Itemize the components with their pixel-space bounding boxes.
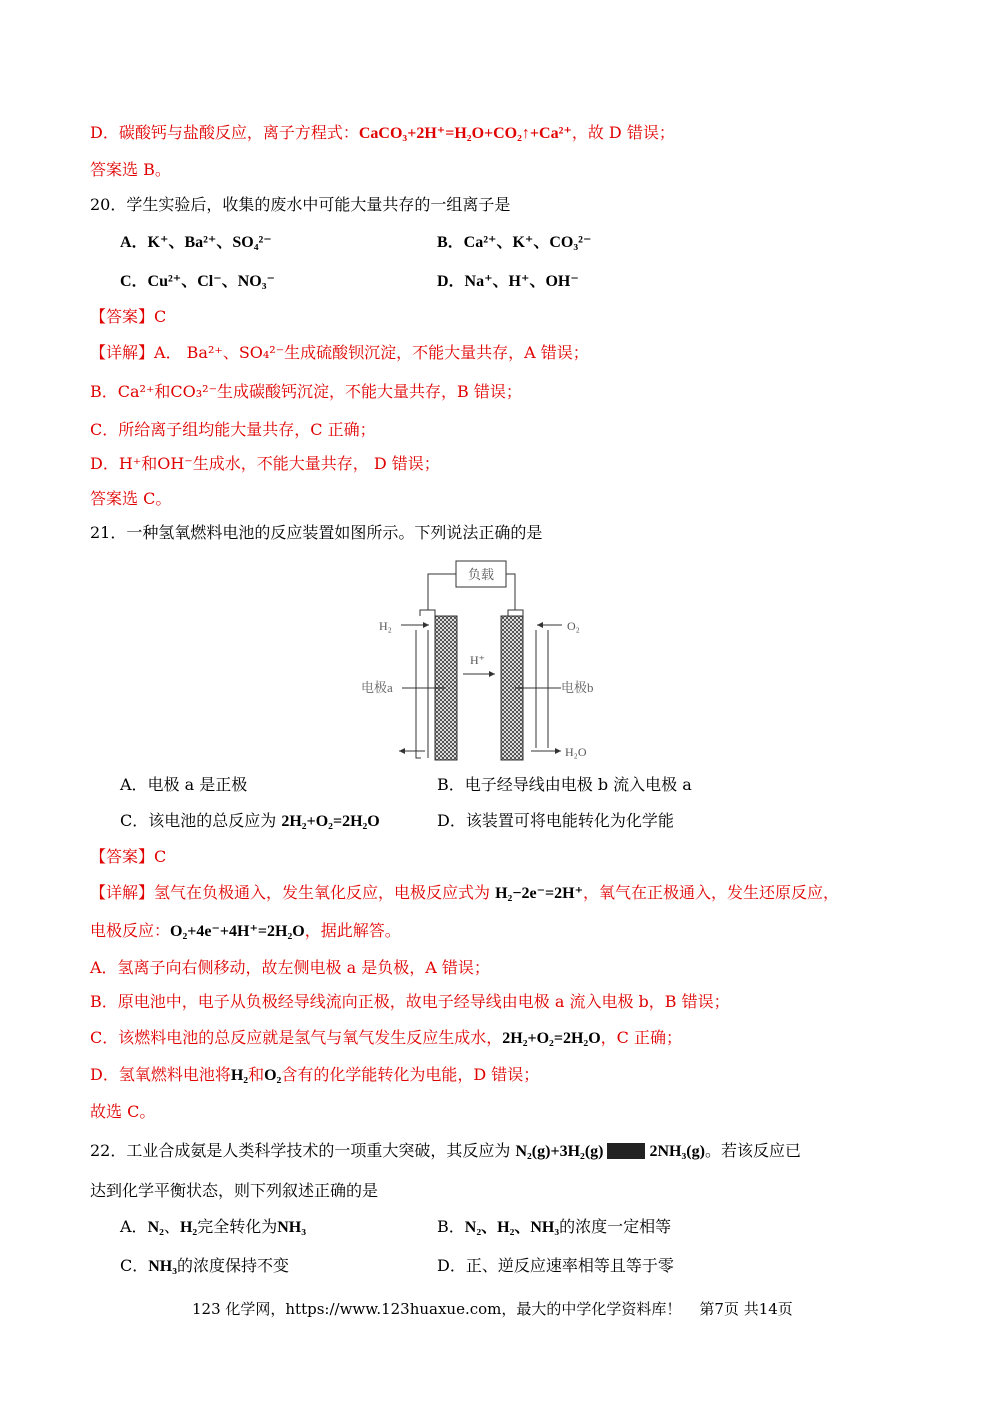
q22-option-b: B．N₂、H₂、NH₃的浓度一定相等 xyxy=(437,1217,672,1236)
q22-stem-line2: 达到化学平衡状态，则下列叙述正确的是 xyxy=(90,1181,379,1200)
q21-stem: 21．一种氢氧燃料电池的反应装置如图所示。下列说法正确的是 xyxy=(90,523,543,542)
answer-tag: 【答案】 xyxy=(90,307,155,326)
q20-option-b: B．Ca²⁺、K⁺、CO₃²⁻ xyxy=(437,234,592,251)
q21-detail-intro: 【详解】氢气在负极通入，发生氧化反应，电极反应式为 H₂−2e⁻=2H⁺，氧气在正极通入，发生还原反应， xyxy=(90,883,840,902)
q21-final: 故选 C。 xyxy=(90,1102,156,1121)
q22-option-c: C．NH₃的浓度保持不变 xyxy=(120,1256,290,1275)
footer-page-number: 第7页 共14页 xyxy=(699,1300,793,1318)
q21-detail-c: C．该燃料电池的总反应就是氢气与氧气发生反应生成水，2H₂+O₂=2H₂O，C 正确； xyxy=(90,1028,682,1047)
q22-option-a: A．N₂、H₂完全转化为NH₃ xyxy=(120,1217,306,1236)
q21-c-equation: 2H₂+O₂=2H₂O xyxy=(281,813,380,830)
q21-detail-electrode: 电极反应：O₂+4e⁻+4H⁺=2H₂O，据此解答。 xyxy=(90,921,401,940)
q22-stem-line1: 22．工业合成氨是人类科学技术的一项重大突破，其反应为 N₂(g)+3H₂(g) 2NH₃(g)。若该反应已 xyxy=(90,1141,801,1160)
page-footer xyxy=(192,1298,793,1320)
electrode-a-label: 电极a xyxy=(361,680,393,695)
q22-reactants: N₂(g)+3H₂(g) xyxy=(515,1143,604,1160)
q20-detail-d: D．H⁺和OH⁻生成水，不能大量共存， D 错误； xyxy=(90,454,440,473)
q21-answer: 【答案】C xyxy=(90,847,167,866)
equilibrium-arrow-icon xyxy=(607,1143,645,1159)
footer-site: 123 化学网，https://www.123huaxue.com，最大的中学化学资料库！ xyxy=(192,1300,682,1318)
q21-option-d: D．该装置可将电能转化为化学能 xyxy=(437,811,674,830)
q20-detail-a: 【详解】A． Ba²⁺、SO₄²⁻生成硫酸钡沉淀，不能大量共存，A 错误； xyxy=(90,343,589,362)
q21-detail-d: D．氢氧燃料电池将H₂和O₂含有的化学能转化为电能，D 错误； xyxy=(90,1065,540,1084)
answer-value: C xyxy=(154,307,167,326)
q21-option-b: B．电子经导线由电极 b 流入电极 a xyxy=(437,775,692,794)
q20-detail-b: B．Ca²⁺和CO₃²⁻生成碳酸钙沉淀，不能大量共存，B 错误； xyxy=(90,382,522,401)
electrode-b-label: 电极b xyxy=(561,680,594,695)
q20-option-c: C．Cu²⁺、Cl⁻、NO₃⁻ xyxy=(120,273,275,290)
q19-d-text: D．碳酸钙与盐酸反应，离子方程式： xyxy=(90,123,359,142)
q20-option-a: A．K⁺、Ba²⁺、SO₄²⁻ xyxy=(120,234,272,251)
q20-stem: 20．学生实验后，收集的废水中可能大量共存的一组离子是 xyxy=(90,195,511,214)
h-ion-label: H⁺ xyxy=(470,653,485,667)
h2o-outlet-label: H₂O xyxy=(565,745,587,759)
q20-detail-c: C．所给离子组均能大量共存，C 正确； xyxy=(90,420,376,439)
q22-option-d: D．正、逆反应速率相等且等于零 xyxy=(437,1256,674,1275)
q19-option-d xyxy=(90,122,675,145)
q19-d-conclusion: ，故 D 错误； xyxy=(571,123,675,142)
q19-answer: 答案选 B。 xyxy=(90,160,171,179)
o2-inlet-label: O₂ xyxy=(567,619,580,633)
h2-inlet-label: H₂ xyxy=(379,619,392,633)
q19-d-equation: CaCO₃+2H⁺=H₂O+CO₂↑+Ca²⁺ xyxy=(358,125,572,142)
q20-final: 答案选 C。 xyxy=(90,489,172,508)
q21-option-a: A．电极 a 是正极 xyxy=(120,775,248,794)
q20-answer xyxy=(90,306,166,328)
q20-option-d: D．Na⁺、H⁺、OH⁻ xyxy=(437,273,579,290)
fuel-cell-diagram xyxy=(355,558,615,770)
detail-tag: 【详解】 xyxy=(90,343,155,362)
load-label: 负载 xyxy=(467,567,495,582)
q21-detail-b: B．原电池中，电子从负极经导线流向正极，故电子经导线由电极 a 流入电极 b，B 错误； xyxy=(90,992,730,1011)
q22-product: 2NH₃(g) xyxy=(649,1143,705,1160)
q21-option-c: C．该电池的总反应为 2H₂+O₂=2H₂O xyxy=(120,811,380,830)
q21-detail-a: A．氢离子向右侧移动，故左侧电极 a 是负极，A 错误； xyxy=(90,958,490,977)
